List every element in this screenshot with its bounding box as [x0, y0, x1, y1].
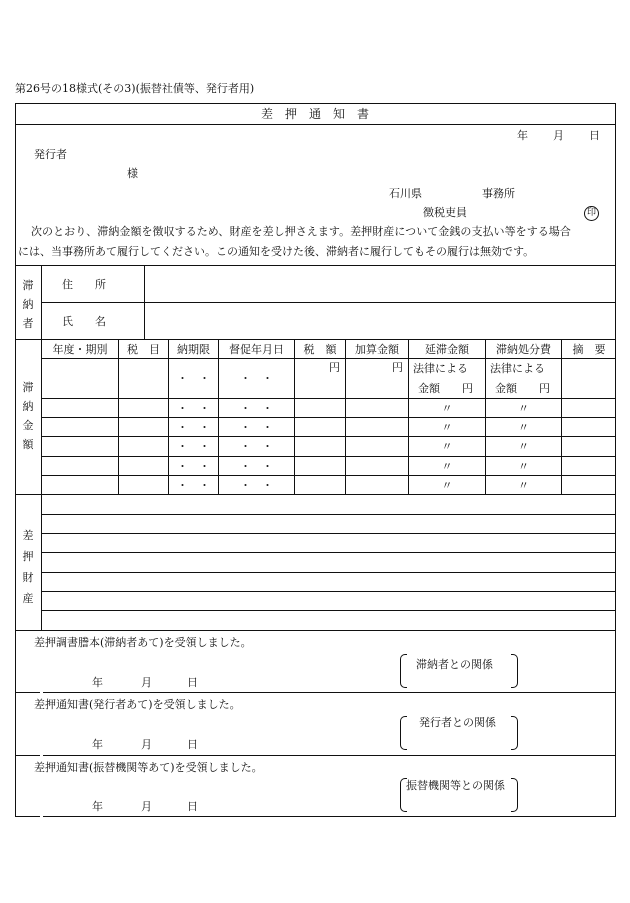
receipt-2-year: 年: [92, 738, 103, 751]
receipt-1-text: 差押調書謄本(滞納者あて)を受領しました。: [34, 636, 252, 649]
receipt-1-bracket-right: [511, 654, 518, 688]
header-remarks: 摘 要: [572, 343, 606, 356]
form-number: 第26号の18様式(その3)(振替社債等、発行者用): [15, 82, 255, 95]
date-day-label: 日: [589, 129, 600, 142]
receipt-1-relation: 滞納者との関係: [416, 658, 493, 671]
receipt-3-month: 月: [141, 800, 152, 813]
header-additional-amount: 加算金額: [355, 343, 399, 356]
receipt-2-month: 月: [141, 738, 152, 751]
receipt-1-month: 月: [141, 676, 152, 689]
late-fee-ditto: 〃: [441, 421, 453, 434]
receipt-2-relation: 発行者との関係: [419, 716, 496, 729]
seized-property-vertical-label: 差 押 財 産: [22, 529, 34, 605]
receipt-3-relation: 振替機関等との関係: [406, 779, 505, 792]
receipt-1-year: 年: [92, 676, 103, 689]
reminder-date-dots: ・ ・: [240, 421, 273, 434]
late-fee-ditto: 〃: [441, 479, 453, 492]
body-text-line-2: には、当事務所あて履行してください。この通知を受けた後、滞納者に履行してもその履行は無効です。: [18, 245, 535, 258]
yen-additional-amount: 円: [392, 361, 403, 374]
receipt-2-text: 差押通知書(発行者あて)を受領しました。: [34, 698, 241, 711]
reminder-date-dots: ・ ・: [240, 372, 273, 385]
name-label: 氏 名: [62, 315, 106, 328]
late-fee-law-text-1: 法律による: [413, 362, 468, 375]
header-due-date: 納期限: [177, 343, 210, 356]
address-label: 住 所: [62, 278, 106, 291]
office-label: 事務所: [482, 187, 515, 200]
body-text-line-1: 次のとおり、滞納金額を徴収するため、財産を差し押さえます。差押財産について金銭の支払い等をする場合: [31, 225, 571, 238]
reminder-date-dots: ・ ・: [240, 479, 273, 492]
document-title: 差 押 通 知 書: [260, 107, 369, 121]
receipt-2-day: 日: [187, 738, 198, 751]
receipt-2-bracket-right: [511, 716, 518, 750]
disposition-ditto: 〃: [518, 421, 529, 434]
receipt-3-year: 年: [92, 800, 103, 813]
due-date-dots: ・ ・: [177, 402, 210, 415]
sama-label: 様: [127, 167, 138, 180]
yen-tax-amount: 円: [329, 361, 340, 374]
late-fee-ditto: 〃: [441, 440, 453, 453]
amount-vertical-label: 滞 納 金 額: [22, 381, 34, 451]
reminder-date-dots: ・ ・: [240, 460, 273, 473]
disposition-ditto: 〃: [518, 402, 529, 415]
due-date-dots: ・ ・: [177, 421, 210, 434]
delinquent-vertical-label: 滞 納 者: [22, 279, 34, 330]
issuer-label: 発行者: [34, 148, 67, 161]
disposition-law-text-2: 金額 円: [495, 382, 550, 395]
header-reminder-date: 督促年月日: [229, 343, 284, 356]
header-tax-amount: 税 額: [303, 343, 337, 356]
reminder-date-dots: ・ ・: [240, 402, 273, 415]
receipt-2-bracket-left: [400, 716, 407, 750]
receipt-1-day: 日: [187, 676, 198, 689]
prefecture-label: 石川県: [389, 187, 422, 200]
receipt-3-text: 差押通知書(振替機関等あて)を受領しました。: [34, 761, 263, 774]
disposition-law-text-1: 法律による: [490, 362, 545, 375]
date-year-label: 年: [517, 129, 528, 142]
seal-mark: 印: [584, 206, 599, 221]
receipt-3-day: 日: [187, 800, 198, 813]
disposition-ditto: 〃: [518, 479, 529, 492]
header-late-fee: 延滞金額: [425, 343, 469, 356]
receipt-1-bracket-left: [400, 654, 407, 688]
due-date-dots: ・ ・: [177, 372, 210, 385]
late-fee-ditto: 〃: [441, 460, 453, 473]
disposition-ditto: 〃: [518, 440, 529, 453]
due-date-dots: ・ ・: [177, 479, 210, 492]
late-fee-ditto: 〃: [441, 402, 453, 415]
tax-official-label: 徴税吏員: [423, 206, 467, 219]
due-date-dots: ・ ・: [177, 460, 210, 473]
receipt-3-bracket-right: [511, 778, 518, 812]
late-fee-law-text-2: 金額 円: [418, 382, 473, 395]
header-disposition-cost: 滞納処分費: [496, 343, 551, 356]
due-date-dots: ・ ・: [177, 440, 210, 453]
header-tax-item: 税 目: [127, 343, 160, 356]
reminder-date-dots: ・ ・: [240, 440, 273, 453]
header-fiscal-year: 年度・期別: [52, 343, 108, 356]
disposition-ditto: 〃: [518, 460, 529, 473]
date-month-label: 月: [553, 129, 564, 142]
